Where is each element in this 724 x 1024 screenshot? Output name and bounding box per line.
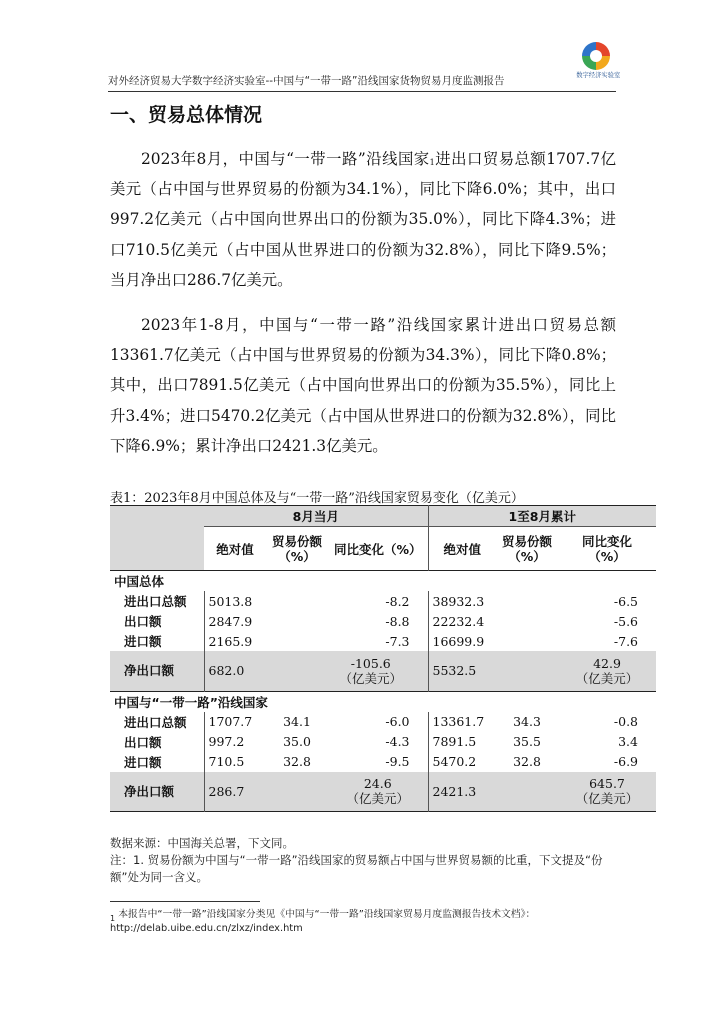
section-title: 一、贸易总体情况	[110, 104, 263, 126]
net-export-row: 净出口额 682.0 -105.6 （亿美元） 5532.5 42.9 （亿美元）	[110, 651, 656, 691]
table-row: 出口额 997.2 35.0 -4.3 7891.5 35.5 3.4	[110, 732, 656, 752]
paragraph-1	[110, 144, 616, 295]
table-row: 进出口总额 1707.7 34.1 -6.0 13361.7 34.3 -0.8	[110, 712, 656, 732]
lab-logo	[574, 42, 621, 80]
col-abs: 绝对值	[216, 541, 254, 557]
header-divider	[108, 91, 616, 92]
col-share: 贸易份额（%）	[271, 533, 322, 564]
footnote-link[interactable]: http://delab.uibe.edu.cn/zlxz/index.htm	[110, 923, 303, 934]
table-row: 进口额 2165.9 -7.3 16699.9 -7.6	[110, 631, 656, 651]
col-yoy: 同比变化（%）	[333, 541, 422, 557]
table-corner	[110, 506, 204, 527]
footnote-ref[interactable]: 1	[429, 158, 435, 167]
source-line: 数据来源：中国海关总署，下文同。	[110, 836, 294, 850]
table-row: 出口额 2847.9 -8.8 22232.4 -5.6	[110, 611, 656, 631]
table-row: 进出口总额 5013.8 -8.2 38932.3 -6.5	[110, 591, 656, 611]
paragraph-2: 2023年1-8月，中国与“一带一路”沿线国家累计进出口贸易总额13361.7亿美元（占中国与世界贸易的份额为34.3%），同比下降0.8%；其中，出口7891.5亿美元（占中国向世界出口的份额为35.5%），同比上升3.4%；进口5470.2亿美元（占中国从世界进口的份额为32.8%），同比下降6.9%；累计净出口2421.3亿美元。	[110, 316, 616, 455]
group-header-month: 8月当月	[204, 506, 428, 527]
net-export-row: 净出口额 286.7 24.6 （亿美元） 2421.3 645.7 （亿美元）	[110, 772, 656, 812]
trade-table	[110, 505, 656, 812]
section-belt-road: 中国与“一带一路”沿线国家	[114, 694, 268, 710]
footnote-text: 本报告中“一带一路”沿线国家分类见《中国与“一带一路”沿线国家贸易月度监测报告技术文档》：	[118, 909, 536, 920]
footnote-divider	[110, 901, 260, 902]
col-share-cum: 贸易份额（%）	[501, 533, 552, 564]
group-header-cumulative: 1至8月累计	[428, 506, 656, 527]
note-line: 注：1. 贸易份额为中国与“一带一路”沿线国家的贸易额占中国与世界贸易额的比重，下文提及“份额”处为同一含义。	[110, 853, 603, 884]
table-caption: 表1：2023年8月中国总体及与“一带一路”沿线国家贸易变化（亿美元）	[110, 491, 524, 506]
header-title: 对外经济贸易大学数字经济实验室--中国与“一带一路”沿线国家货物贸易月度监测报告	[108, 75, 505, 87]
section-china-total: 中国总体	[114, 574, 165, 589]
col-yoy-cum: 同比变化 （%）	[581, 533, 632, 564]
table-row: 进口额 710.5 32.8 -9.5 5470.2 32.8 -6.9	[110, 752, 656, 772]
paragraph-1-rest: 进出口贸易总额1707.7亿美元（占中国与世界贸易的份额为34.1%），同比下降6.0%；其中，出口997.2亿美元（占中国向世界出口的份额为35.0%），同比下降4.3%；进口710.5亿美元（占中国从世界进口的份额为32.8%），同比下降9.5%；当月净出口286.7亿美元。	[110, 150, 616, 289]
lab-logo-icon	[582, 42, 610, 70]
table-notes	[110, 835, 616, 886]
paragraph-1-start: 2023年8月，中国与“一带一路”沿线国家	[141, 150, 430, 168]
page-header	[108, 44, 621, 92]
footnote: $^1$ 本报告中“一带一路”沿线国家分类见《中国与“一带一路”沿线国家贸易月度监测报告技术文档》： http://delab.uibe.edu.cn/zlxz/index.htm	[110, 909, 536, 934]
logo-text: 数字经济实验室	[576, 71, 621, 79]
col-abs-cum: 绝对值	[428, 527, 496, 571]
